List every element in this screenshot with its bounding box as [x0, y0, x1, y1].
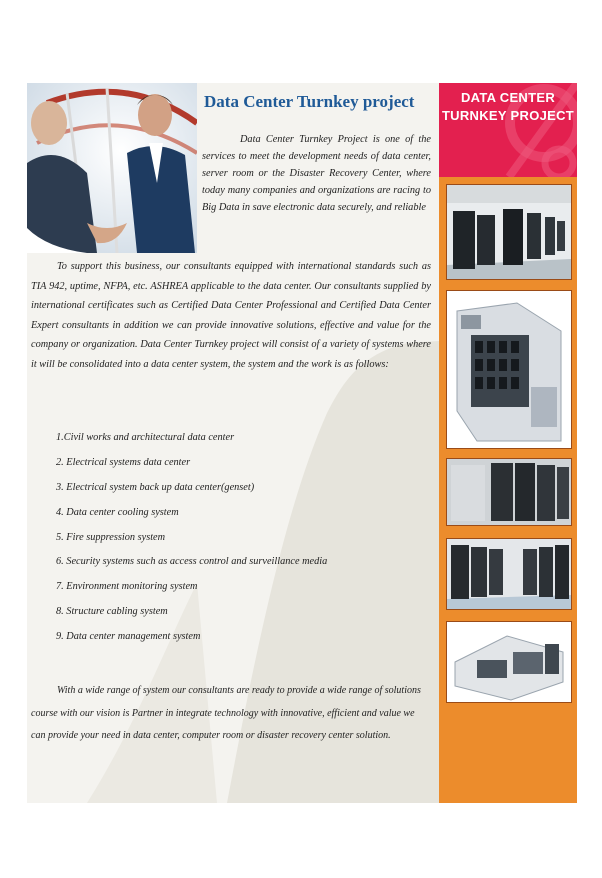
systems-list	[56, 430, 327, 654]
intro-paragraph: Data Center Turnkey Project is one of the services to meet the development needs of data center, server room or the Disaster Recovery Center, where today many companies and organizations are racing to Big Data in save electronic data securely, and reliable	[202, 134, 431, 213]
closing-paragraph: With a wide range of system our consultants are ready to provide a wide range of solutions course with our vision is Partner in integrate technology with innovative, efficient and value we can provide your need in data center, computer room or disaster recovery center solution.	[31, 685, 421, 741]
page-title: Data Center Turnkey project	[204, 92, 415, 111]
list-item: 3. Electrical system back up data center(genset)	[56, 481, 255, 493]
list-item: 6. Security systems such as access control and surveillance media	[56, 556, 328, 568]
list-item: 4. Data center cooling system	[56, 506, 179, 518]
sidebar-title	[439, 89, 577, 125]
list-item: 8. Structure cabling system	[56, 606, 168, 618]
sidebar-title-line-1: DATA CENTER	[460, 90, 556, 105]
server-racks-photo-3	[446, 538, 572, 610]
list-item: 9. Data center management system	[56, 631, 201, 643]
list-item: 7. Environment monitoring system	[56, 581, 198, 593]
data-center-floorplan-3d	[446, 290, 572, 449]
handshake-photo	[27, 83, 197, 253]
list-item: 2. Electrical systems data center	[56, 456, 191, 468]
sidebar-title-line-2: TURNKEY PROJECT	[441, 108, 575, 123]
sidebar-header	[439, 83, 577, 177]
list-item: 1.Civil works and architectural data center	[56, 432, 235, 443]
data-center-layout-3d	[446, 621, 572, 703]
server-racks-photo-2	[446, 458, 572, 526]
list-item: 5. Fire suppression system	[56, 531, 166, 543]
body-paragraph: To support this business, our consultants equipped with international standards such as TIA 942, uptime, NFPA, etc. ASHREA applicable to the data center. Our consultants supplied by international certificates such as Certified Data Center Professional and Certified Data Center Expert consultants in addition we can provide innovative solutions, effective and value for the company or organization. Data Center Turnkey project will consist of a variety of systems where it will be consolidated into a data center system, the system and the work is as follows:	[31, 261, 431, 370]
sidebar	[439, 83, 577, 803]
server-room-photo-1	[446, 184, 572, 280]
main-content	[27, 83, 439, 803]
